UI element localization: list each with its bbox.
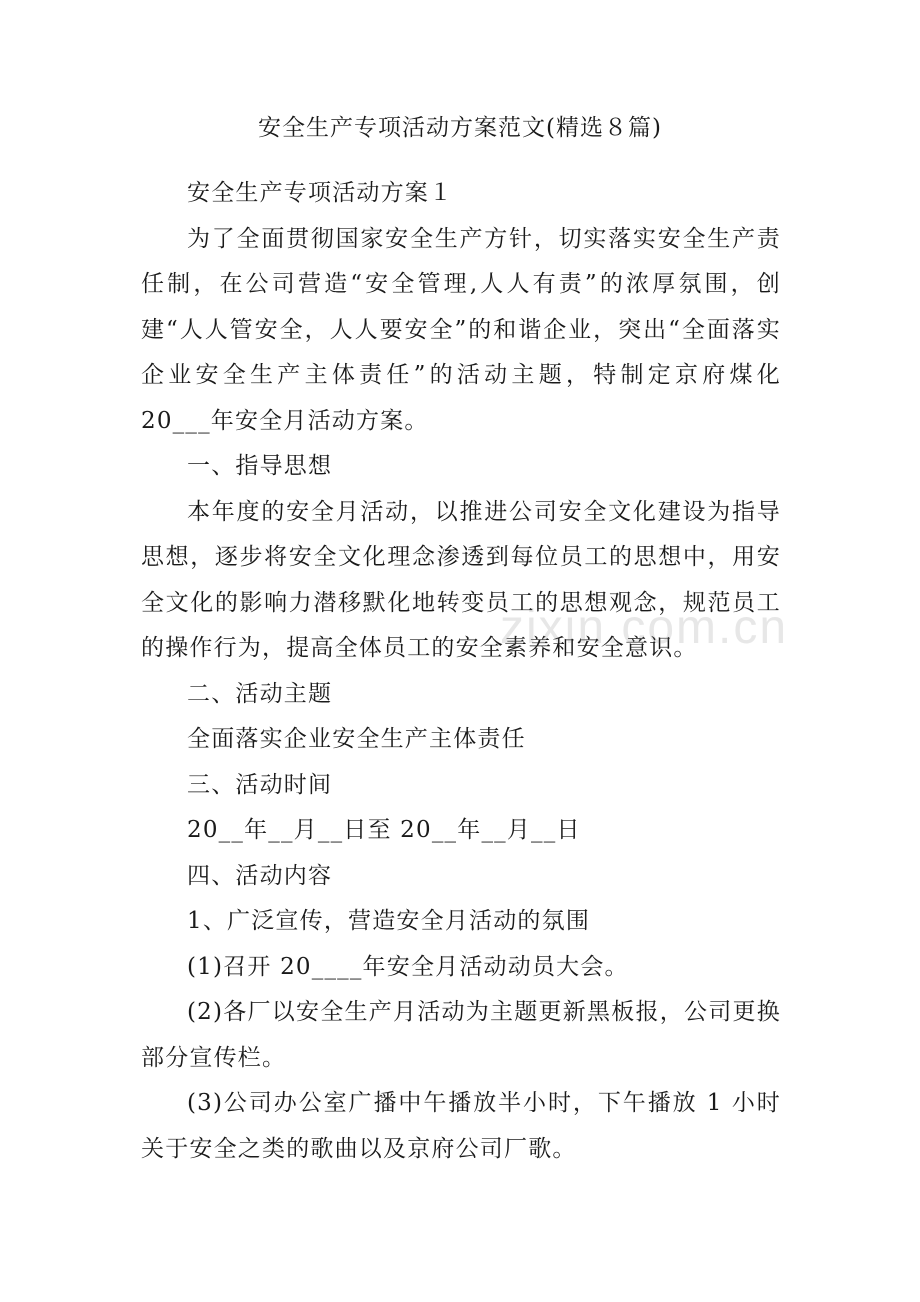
section-heading-guiding-ideology: 一、指导思想	[187, 453, 333, 479]
section-heading-activity-time: 三、活动时间	[187, 771, 333, 798]
document-title: 安全生产专项活动方案范文(精选８篇)	[258, 115, 662, 141]
intro-paragraph: 为了全面贯彻国家安全生产方针，切实落实安全生产责任制，在公司营造“安全管理,人人有责”的浓厚氛围，创建“人人管安全，人人要安全”的和谐企业，突出“全面落实企业安全生产主体责任”的活动主题，特制定京府煤化 20___年安全月活动方案。	[141, 225, 781, 434]
document-body	[141, 171, 781, 1172]
content-subitem-2: (2)各厂以安全生产月活动为主题更新黑板报，公司更换部分宣传栏。	[141, 999, 781, 1071]
section-heading-plan-1: 安全生产专项活动方案１	[187, 180, 454, 206]
section-heading-activity-theme: 二、活动主题	[187, 680, 333, 707]
guiding-ideology-paragraph: 本年度的安全月活动，以推进公司安全文化建设为指导思想，逐步将安全文化理念渗透到每位员工的思想中，用安全文化的影响力潜移默化地转变员工的思想观念，规范员工的操作行为，提高全体员工的安全素养和安全意识。	[141, 498, 781, 661]
content-subitem-3: (3)公司办公室广播中午播放半小时，下午播放 1 小时关于安全之类的歌曲以及京府公司厂歌。	[141, 1090, 781, 1162]
section-heading-activity-content: 四、活动内容	[187, 862, 333, 889]
content-item-1: 1、广泛宣传，营造安全月活动的氛围	[187, 908, 591, 934]
activity-time-paragraph: 20__年__月__日至 20__年__月__日	[187, 817, 581, 843]
activity-theme-paragraph: 全面落实企业安全生产主体责任	[187, 726, 526, 752]
watermark: zixin.com.cn	[500, 601, 789, 654]
content-subitem-1: (1)召开 20____年安全月活动动员大会。	[187, 953, 629, 980]
